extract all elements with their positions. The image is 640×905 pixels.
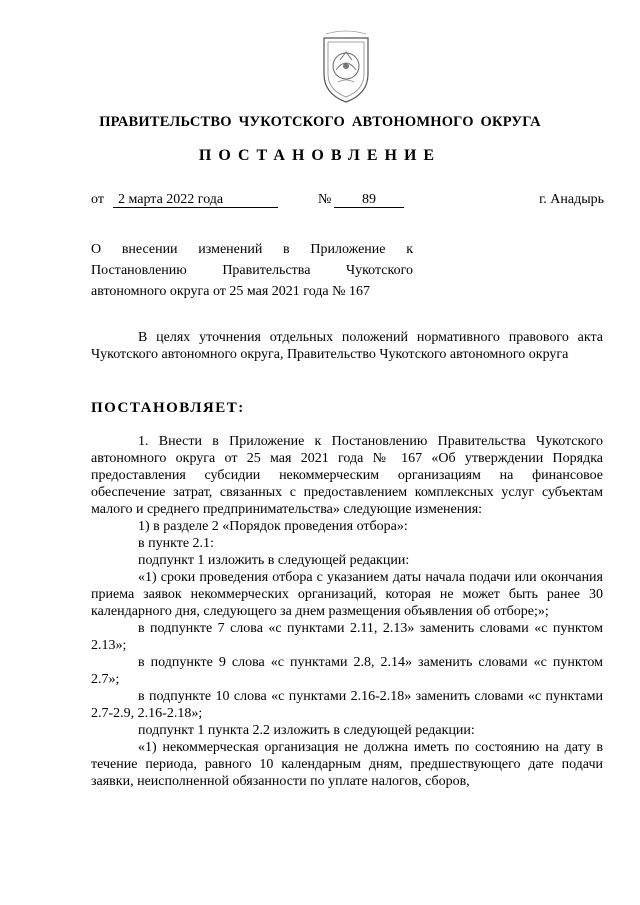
body-paragraph: 1. Внести в Приложение к Постановлению Правительства Чукотского автономного округа от 25 мая 2021 года № 167 «Об утверждении Порядка предоставления субсидии некоммерческим организациям на финансовое обеспечение затрат, связанных с предоставлением комплексных услуг субъектам малого и среднего предпринимательства» следующие изменения: bbox=[91, 434, 603, 517]
number-label: № bbox=[318, 192, 332, 207]
body-paragraph: 1) в разделе 2 «Порядок проведения отбора»: bbox=[138, 519, 408, 534]
decree-date: 2 марта 2022 года bbox=[113, 192, 278, 208]
body-paragraph: подпункт 1 изложить в следующей редакции: bbox=[138, 553, 410, 568]
chukotka-emblem-icon bbox=[316, 30, 376, 106]
preamble bbox=[91, 329, 603, 363]
body-paragraph: в подпункте 7 слова «с пунктами 2.11, 2.13» заменить словами «с пунктом 2.13»; bbox=[91, 621, 603, 653]
decree-subject bbox=[91, 239, 413, 302]
body-paragraph: в подпункте 9 слова «с пунктами 2.8, 2.14» заменить словами «с пунктом 2.7»; bbox=[91, 655, 603, 687]
body-paragraph: в подпункте 10 слова «с пунктами 2.16-2.18» заменить словами «с пунктами 2.7-2.9, 2.16-2.18»; bbox=[91, 689, 603, 721]
preamble-paragraph: В целях уточнения отдельных положений нормативного правового акта Чукотского автономного округа, Правительство Чукотского автономного округа bbox=[91, 330, 603, 362]
body-paragraph: «1) некоммерческая организация не должна иметь по состоянию на дату в течение периода, равного 10 календарным дням, предшествующего дате подачи заявки, неисполненной обязанности по уплате налогов, сборов, bbox=[91, 740, 603, 789]
document-type-title: ПОСТАНОВЛЕНИЕ bbox=[198, 147, 442, 164]
government-title: ПРАВИТЕЛЬСТВО ЧУКОТСКОГО АВТОНОМНОГО ОКРУГА bbox=[99, 114, 541, 130]
subject-line: автономного округа от 25 мая 2021 года № 167 bbox=[91, 284, 370, 299]
subject-line: Постановлению Правительства Чукотского bbox=[91, 263, 413, 278]
body-paragraph: в пункте 2.1: bbox=[138, 536, 214, 551]
decree-number: 89 bbox=[334, 192, 404, 208]
decree-body bbox=[91, 433, 603, 790]
date-prefix-label: от bbox=[91, 192, 104, 207]
subject-line: О внесении изменений в Приложение к bbox=[91, 242, 413, 257]
decides-heading: ПОСТАНОВЛЯЕТ: bbox=[91, 400, 245, 416]
body-paragraph: подпункт 1 пункта 2.2 изложить в следующей редакции: bbox=[138, 723, 475, 738]
city-name: г. Анадырь bbox=[539, 192, 604, 207]
body-paragraph: «1) сроки проведения отбора с указанием даты начала подачи или окончания приема заявок некоммерческих организаций, которая не может быть ранее 30 календарного дня, следующего за днем размещения объявления об отборе;»; bbox=[91, 570, 603, 619]
